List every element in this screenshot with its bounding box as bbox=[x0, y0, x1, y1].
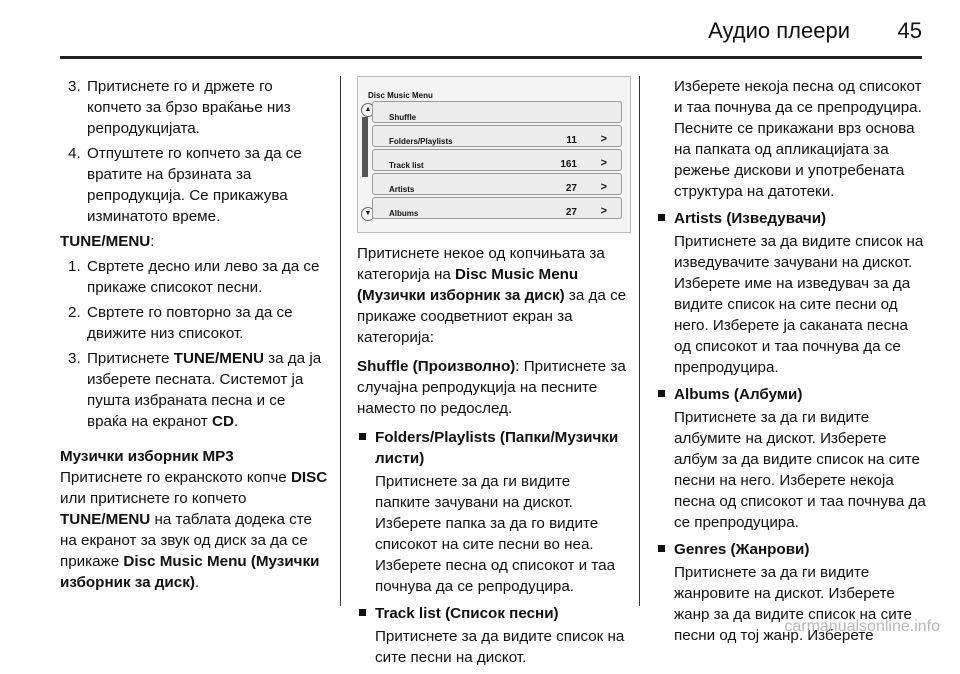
page-header bbox=[0, 0, 960, 60]
paragraph: Притиснете го екранското копче DISC или притиснете го копчето TUNE/MENU на таблата додека сте на екранот за звук од диск за да се прикаже Disc Music Menu (Музички изборник за диск). bbox=[60, 469, 328, 591]
bullet-icon bbox=[359, 609, 366, 616]
list-item: 4. Отпуштете го копчето за да се вратите на брзината за репродукција. Се прикажува изминатото време. bbox=[68, 145, 302, 225]
column-3: Изберете некоја песна од списокот и таа почнува да се препродуцира. Песните се прикажани врз основа на папката од апликацијата за режење дискови и употребената структура на датотеки. Artists (Изведувачи) Притиснете за да видите список на изведувачите зачувани на дискот. Изберете име на изведувач за да видите список на сите песни од него. Изберете ја саканата песна од списокот и таа почнува да се препродуцира. Albums (Албуми) Притиснете за да ги видите албумите на дискот. Изберете албум за да видите список на сите песни на него. Изберете некоја песна од списокот и таа почнува да се препродуцира. Genres (Жанрови) Притиснете за да ги видите жанровите на дискот. Изберете жанр за да видите список на сите песни од тој жанр. Изберете bbox=[656, 76, 928, 652]
list-item: Artists (Изведувачи) bbox=[656, 208, 928, 229]
bullet-icon bbox=[658, 214, 665, 221]
list-item: 1. Свртете десно или лево за да се прикаже списокот песни. bbox=[68, 258, 320, 296]
watermark: carmanualsonline.info bbox=[784, 618, 940, 635]
paragraph: Притиснете некое од копчињата за категорија на Disc Music Menu (Музички изборник за диск) за да се прикаже соодветниот екран за категорија: bbox=[357, 245, 627, 346]
column-divider bbox=[639, 76, 640, 606]
list-item: Artists 27 > bbox=[372, 173, 622, 195]
list-item: Folders/Playlists 11 > bbox=[372, 125, 622, 147]
scroll-down-icon: ▼ bbox=[361, 207, 375, 221]
bullet-icon bbox=[658, 390, 665, 397]
column-1 bbox=[60, 76, 328, 601]
list-item: 3. Притиснете TUNE/MENU за да ја изберете песната. Системот ја пушта избраната песна и се враќа на екранот CD. bbox=[68, 350, 322, 430]
bullet-list: Artists (Изведувачи) Притиснете за да видите список на изведувачите зачувани на дискот. Изберете име на изведувач за да видите список на сите песни од него. Изберете ја саканата песна од списокот и таа почнува да се препродуцира. Albums (Албуми) Притиснете за да ги видите албумите на дискот. Изберете албум за да видите список на сите песни на него. Изберете некоја песна од списокот и таа почнува да се препродуцира. Genres (Жанрови) Притиснете за да ги видите жанровите на дискот. Изберете жанр за да видите список на сите песни од тој жанр. Изберете bbox=[656, 208, 928, 646]
chevron-right-icon: > bbox=[600, 133, 607, 145]
column-divider bbox=[340, 76, 341, 606]
list-item: Shuffle bbox=[372, 101, 622, 123]
list-item: Albums 27 > bbox=[372, 197, 622, 219]
list-item: 3. Притиснете го и држете го копчето за брзо враќање низ репродукцијата. bbox=[68, 78, 291, 137]
column-2 bbox=[357, 76, 629, 674]
page-title: Аудио плеери bbox=[708, 18, 850, 43]
header-rule bbox=[60, 56, 922, 59]
list-item: 2. Свртете го повторно за да се движите низ списокот. bbox=[68, 304, 293, 342]
figure-title: Disc Music Menu bbox=[368, 91, 433, 100]
list-item: Folders/Playlists (Папки/Музички листи) bbox=[357, 427, 629, 469]
bullet-icon bbox=[658, 545, 665, 552]
chevron-right-icon: > bbox=[600, 181, 607, 193]
list-item: Genres (Жанрови) bbox=[656, 539, 928, 560]
bullet-list: Folders/Playlists (Папки/Музички листи) Притиснете за да ги видите папките зачувани на дискот. Изберете папка за да го видите списокот на сите песни во неа. Изберете песна од списокот и таа почнува да се репродуцира. Track list (Список песни) Притиснете за да видите список на сите песни на дискот. bbox=[357, 427, 629, 668]
disc-music-menu-figure bbox=[357, 76, 631, 233]
page-number: 45 bbox=[897, 18, 922, 43]
bullet-icon bbox=[359, 433, 366, 440]
chevron-right-icon: > bbox=[600, 205, 607, 217]
figure-menu-list bbox=[372, 101, 622, 221]
section-heading: Музички изборник MP3 bbox=[60, 448, 234, 465]
paragraph: Shuffle (Произволно): Притиснете за случајна репродукција на песните наместо по редослед. bbox=[357, 358, 626, 417]
tune-menu-heading: TUNE/MENU: bbox=[60, 233, 155, 250]
numbered-list bbox=[60, 256, 328, 432]
chevron-right-icon: > bbox=[600, 157, 607, 169]
list-item: Track list (Список песни) bbox=[357, 603, 629, 624]
list-item: Track list 161 > bbox=[372, 149, 622, 171]
numbered-list bbox=[60, 76, 328, 227]
scrollbar-graphic bbox=[362, 117, 368, 177]
list-item: Albums (Албуми) bbox=[656, 384, 928, 405]
scroll-up-icon: ▲ bbox=[361, 103, 375, 117]
